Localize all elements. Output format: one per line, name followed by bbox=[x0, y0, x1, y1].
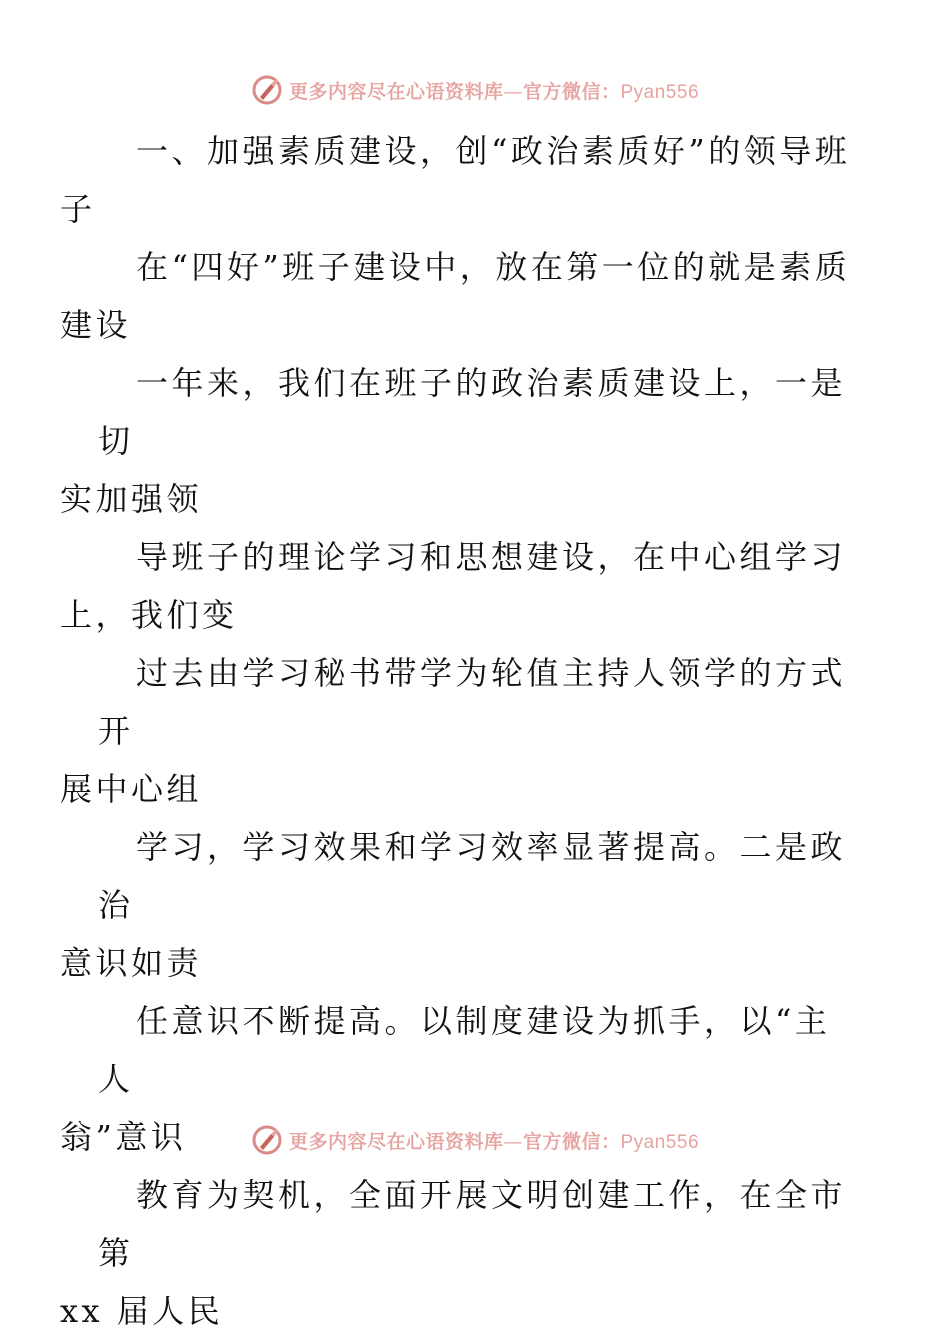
paragraph-line: xx 届人民 bbox=[60, 1292, 224, 1330]
watermark-separator: — bbox=[503, 80, 523, 103]
paragraph-line: 在“四好”班子建设中，放在第一位的就是素质 bbox=[136, 248, 851, 286]
paragraph-line: 上，我们变 bbox=[60, 596, 238, 634]
paragraph-line: 展中心组 bbox=[60, 770, 203, 808]
watermark-separator: — bbox=[503, 1130, 523, 1153]
paragraph-line: 建设 bbox=[60, 306, 132, 344]
watermark-brand: 更多内容尽在心语资料库 bbox=[288, 1130, 504, 1153]
watermark-text bbox=[289, 77, 699, 104]
paragraph-line: 子 bbox=[60, 190, 96, 228]
watermark-wechat-id: Pyan556 bbox=[620, 1131, 700, 1153]
watermark-contact: 官方微信： bbox=[522, 80, 621, 103]
paragraph bbox=[60, 818, 858, 992]
footer-watermark bbox=[0, 1120, 950, 1160]
paragraph-line: 实加强领 bbox=[60, 480, 203, 518]
watermark-contact: 官方微信： bbox=[522, 1130, 621, 1153]
paragraph-line: 一、加强素质建设，创“政治素质好”的领导班 bbox=[136, 132, 851, 170]
paragraph bbox=[60, 1166, 858, 1340]
paragraph bbox=[60, 238, 858, 354]
pen-logo-icon bbox=[251, 74, 283, 106]
watermark-text bbox=[289, 1127, 699, 1154]
paragraph bbox=[60, 644, 858, 818]
paragraph bbox=[60, 528, 858, 644]
paragraph-line: 教育为契机，全面开展文明创建工作，在全市第 bbox=[98, 1176, 847, 1272]
paragraph-line: 学习，学习效果和学习效率显著提高。二是政治 bbox=[98, 828, 847, 924]
paragraph-line: 导班子的理论学习和思想建设，在中心组学习 bbox=[136, 538, 847, 576]
header-watermark bbox=[0, 70, 950, 110]
paragraph-line: 一年来，我们在班子的政治素质建设上，一是切 bbox=[98, 364, 847, 460]
watermark-wechat-id: Pyan556 bbox=[620, 81, 700, 103]
watermark-brand: 更多内容尽在心语资料库 bbox=[288, 80, 504, 103]
paragraph bbox=[60, 122, 858, 238]
paragraph bbox=[60, 354, 858, 528]
paragraph-line: 任意识不断提高。以制度建设为抓手，以“主人 bbox=[98, 1002, 831, 1098]
paragraph-line: 翁”意识 bbox=[60, 1118, 187, 1156]
pen-logo-icon bbox=[251, 1124, 283, 1156]
paragraph-line: 过去由学习秘书带学为轮值主持人领学的方式开 bbox=[98, 654, 847, 750]
paragraph-line: 意识如责 bbox=[60, 944, 203, 982]
